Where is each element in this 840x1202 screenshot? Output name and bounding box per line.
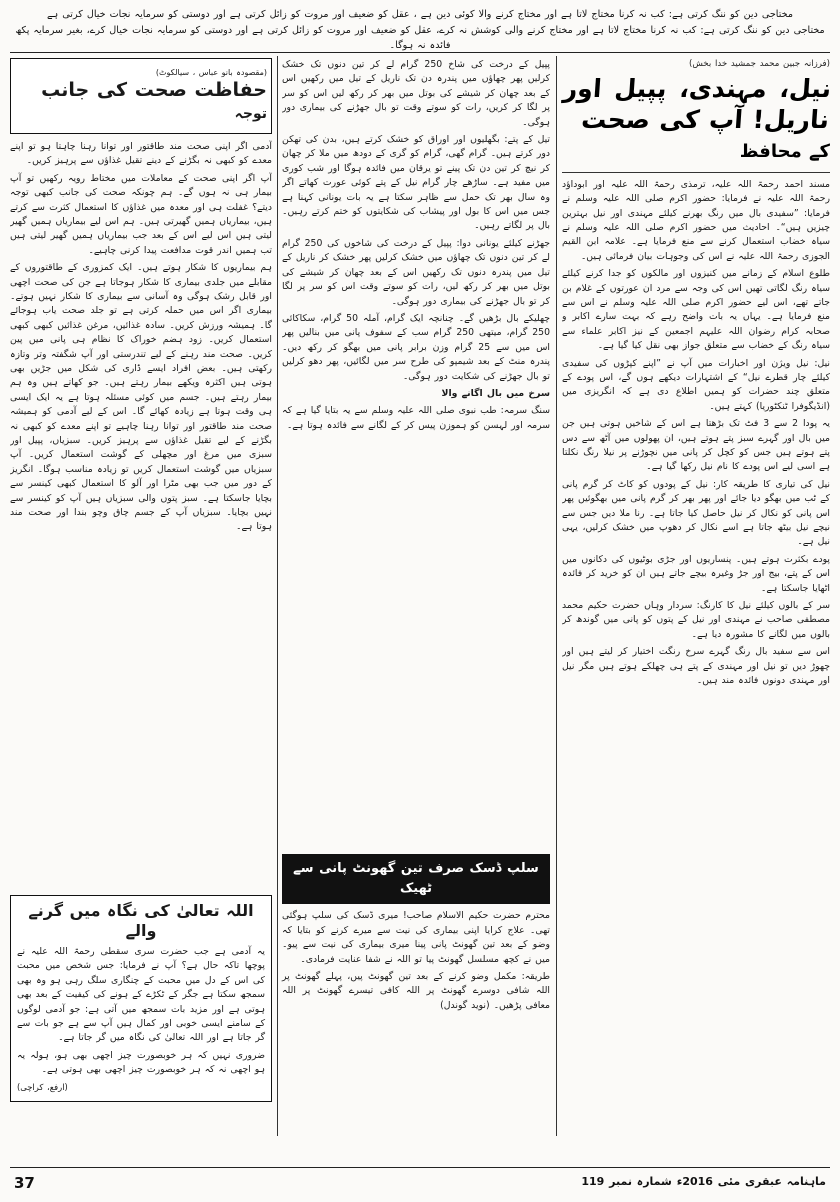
health-article-title: حفاظت صحت کی جانب: [41, 79, 267, 102]
right-para-2: طلوع اسلام کے زمانے میں کنیزوں اور مالکوں کو جدا کرنے کیلئے سیاہ رنگ لگاتی تھیں اس کی وجہ سے مرد ان عورتوں کے غلام بن جاتے تھے، اس لیے حضور اکرم صلی اللہ علیہ وسلم نے اس سے منع فرمایا ہے۔ یہاں یہ بات واضح رہے کہ بہت سارے اکابر و صحابہ کرام رضوان اللہ علیہم اجمعین کے نیز اکابر علماء سے سیاہ رنگ کے خضاب سے متعلق جواز بھی نقل کیا گیا ہے۔: [562, 268, 830, 352]
column-divider-right: [556, 56, 557, 1136]
issue-info: ماہنامہ عبقری مئی 2016ء شمارہ نمبر 119: [581, 1175, 826, 1188]
middle-column: [282, 58, 550, 1016]
headline-main-title: نیل، مہندی، پپیل اور ناریل! آپ کی صحت: [562, 74, 833, 135]
health-article-heading-box: [10, 58, 272, 134]
right-para-5: نیل کی تیاری کا طریقہ کار: نیل کے پودوں کو کاٹ کر گرم پانی کے ٹب میں بھگو دیا جائے اور پھر بھر کر گرم پانی میں بھگوئیں پھر اس پانی کو نکال کر نیل حاصل کیا جاتا ہے۔ رنا ملا دیں جس سے نیچے نیل بیٹھ جاتا ہے اسے نکال کر دھوپ میں خشک کرلیں، یہی نیل ہے۔: [562, 478, 830, 548]
mid-para-1: پپیل کے درخت کی شاخ 250 گرام لے کر تین دنوں تک خشک کرلیں پھر چھاؤں میں پندرہ دن تک ناریل کے تیل میں رکھیں اس کے بعد چھان کر شیشے کی بوتل میں بھر کر رکھ لیں اس کو سر پر لگا کر کریں، رات کو سوتے وقت تو بال جھڑنے کی بیماری دور ہوگی۔: [282, 59, 550, 128]
health-article-author: (مقصودہ بانو عباس ، سیالکوٹ): [155, 68, 267, 77]
top-banner: [10, 8, 830, 53]
top-banner-line-2: مختاجی دین کو ننگ کرتی ہے: کب نہ کرنا مختاج لاتا ہے اور مختاج کرنے والی کوشش نہ کرے، عقل کو ضعیف اور مروت کو زائل کرتی ہے اور دوستی کو سرمایہ نجات خیال کرے، بغیر سرمایہ پکھ فائدہ نہ ہوگا۔: [15, 25, 825, 51]
page-footer: [10, 1167, 830, 1194]
left-para-3: ہم بیماریوں کا شکار ہوتے ہیں۔ ایک کمزوری کے طاقتوروں کے مقابلے میں جلدی بیماری کا شکار ہوجاتا ہے جن کی صحت اچھی اور قابل رشک ہوگی وہ آسانی سے بیماری کا شکار نہیں ہوتے۔ بیماری اگر اس میں حملہ کرتی ہے تو جلد صحت یاب ہوجائے گا۔ ہمیشہ ورزش کریں۔ سادہ غذائیں، مرغن غذائیں کبھی کبھی استعمال کریں۔ زود ہضم خوراک کا نظام ہی پانی میں پین کریں۔ صحت مند رہنے کے لیے تندرستی اور آپ شگفتہ وتر وتازہ رکھتی ہیں۔ بعض افراد ایسے ڈاری کی شکل میں جڑیں بھی ہوتی ہیں اکثرہ ویکھے بیمار رہتے ہیں۔ جو کھاتے ہیں وہ ہم بیمار رہتے ہیں۔ جسم میں کوئی مسئلہ ہوتا ہے یہ ایک ایسی ہی وقت ہوتا ہے زیادہ کھائے گا۔ اس کے لیے آدمی کو ہمیشہ صحت مند طاقتور اور توانا رہنا چاہیے تو اپنے معدے کو کبھی نہ بگڑنے کے لیے تقیل غذاؤں سے پرہیز کریں۔ سبزیاں، پپیل اور سبزی میں مرغ اور مچھلی کے گوشت استعمال کریں۔ آپ سبزیاں میں گوشت استعمال کریں تو زیادہ مناسب ہوگا۔ انگریز کے دور میں جب بھی مٹرا اور آلو کا استعمال کبھی کینسر سے بچایا جاسکتا ہے۔ سبز پتوں والی سبزیاں ہیں آپ کو کینسر سے نہیں بچایا۔ سبزیاں آپ کے جسم چاق وچو بندا اور صحت مند ہوتا ہے۔: [10, 262, 272, 533]
right-para-7: سر کے بالوں کیلئے نیل کا کارنگ: سردار وہاں حضرت حکیم محمد مصطفی صاحب نے مہندی اور نیل کے پتوں کو پانی میں گوندھ کر بالوں میں لگانے کا مشورہ دیا ہے۔: [562, 600, 830, 640]
right-column: [562, 58, 833, 1108]
left-column-body: [10, 140, 272, 895]
right-para-4: یہ پودا 2 سے 3 فٹ تک بڑھتا ہے اس کے شاخیں ہوتی ہیں جن میں بال اور گہرے سبز پتے ہوتے ہیں، ان پھولوں میں آٹھ سے دس پتے ہوتے ہیں جس کو کچل کر پانی میں نچوڑنے پر نیلا رنگ نکلتا ہے اسی لیے اس پودے کا نام نیل رکھا گیا ہے۔: [562, 418, 830, 473]
allah-gaze-body: [17, 945, 265, 1078]
headline-sub-title: کے محافظ: [739, 140, 830, 162]
left-column: [10, 58, 272, 1102]
right-para-8: اس سے سفید بال رنگ گہرے سرخ رنگت اختیار کر لیتے ہیں اور چھوڑ دیں تو نیل اور مہندی کے پتے ہی چھلکے ہوتے ہیں مگر نیل اور مہندی دونوں فائدہ مند ہیں۔: [562, 646, 830, 687]
mid-para-3: جھڑنے کیلئے یونانی دوا: پپیل کے درخت کی شاخوں کی 250 گرام لے کر تین دنوں تک چھاؤں میں خشک کرلیں پھر خشک کر ناریل کے تیل میں پندرہ دنوں تک رکھیں اس کے بعد چھان کر شیشے کی بوتل میں بھر کر رکھ لیں، رات کو سوتے وقت اس کو سر پر لگا کر تو بال جھڑنے کی بیماری دور ہوگی۔: [282, 237, 550, 307]
middle-column-body: [282, 58, 550, 848]
allah-gaze-title: اللہ تعالیٰ کی نگاہ میں گرنے والے: [28, 900, 254, 940]
right-para-3: نیل: نیل ویژن اور اخبارات میں آپ نے ”اپنے کپڑوں کی سفیدی کیلئے چار قطرے نیل“ کے اشتہارات دیکھے ہوں گے، اس پودے کے متعلق چند حضرات کو ہمیں اطلاع دی ہے کہ انگریزی میں (انڈیگوفرا ٹنکٹوریا) کہتے ہیں۔: [562, 357, 830, 412]
allah-gaze-signature: (ارفع، کراچی): [17, 1081, 68, 1092]
allah-gaze-para-2: ضروری نہیں کہ ہر خوبصورت چیز اچھی بھی ہو، ہولہ یہ ہو اچھی نہ کہ ہر خوبصورت چیز اچھی بھی ہوتی ہے۔: [17, 1049, 265, 1076]
right-para-6: پودے بکثرت ہوتے ہیں۔ پنساریوں اور جڑی بوٹیوں کی دکانوں میں اس کے پتے، بیج اور جڑ وغیرہ بیچے جاتے ہیں ان کو خرید کر فائدہ اٹھایا جاسکتا ہے۔: [562, 553, 830, 594]
slip-disc-body: [282, 909, 550, 1013]
right-para-1: مسند احمد رحمۃ اللہ علیہ، ترمذی رحمۃ اللہ علیہ اور ابوداؤد رحمۃ اللہ علیہ نے فرمایا: حضور اکرم صلی اللہ علیہ وسلم نے فرمایا: ”سفیدی بال میں رنگ بھرنے کیلئے مہندی اور نیل بہترین چیزیں ہیں“۔ احادیث میں حضور اکرم صلی اللہ علیہ وسلم نے سیاہ خضاب استعمال کرنے سے منع فرمایا ہے۔ علامہ ابن القیم الجوزی رحمۃ اللہ علیہ نے اس کی وجوہات بیان فرمائی ہیں۔: [562, 178, 830, 262]
mid-para-5: سنگ سرمہ: طب نبوی صلی اللہ علیہ وسلم سے یہ بتایا گیا ہے کہ سرمہ اور لہسن کو ہموزن پیس کر کے لگانے سے فائدہ ہوتا ہے۔: [282, 405, 550, 431]
slip-disc-para-1: محترم حضرت حکیم الاسلام صاحب! میری ڈسک کی سلپ ہوگئی تھی۔ علاج کرایا اپنی بیماری کی نیت سے میرے کرنے کو بتایا کہ وضو کے بعد تین گھونٹ پانی پینا میری بیماری کی نیت سے پیو۔ میں نے کچھ مسلسل گھونٹ پیا تو اللہ نے شفا عنایت فرمادی۔: [282, 910, 550, 965]
headline-rule: [562, 172, 830, 173]
mid-inline-heading: سرخ میں بال اگانے والا: [441, 387, 550, 399]
allah-gaze-para-1: یہ آدمی ہے جب حضرت سری سقطی رحمۃ اللہ علیہ نے پوچھا تاکہ حال ہے؟ آپ نے فرمایا: جس شخص میں محبت کی اس کے دل میں محبت کے چنگاری سلگ رہی ہو وہ بھی سمجھ سکتا ہے جگر کے ٹکڑے کے ہونے کی کیفیت کے بعد بھی ہوتی ہے اور مزید بات سمجھ میں آتی ہے: جو آدمی لوگوں کے سامنے ایسی خوبی اور کمال ہیں آپ سے ہے جو بات سے گر جاتا ہے اور اللہ تعالیٰ کی نگاہ میں گر جاتا ہے۔: [17, 945, 265, 1044]
column-divider-left: [277, 56, 278, 1136]
allah-gaze-box: [10, 895, 272, 1102]
slip-disc-ribbon-heading: سلپ ڈسک صرف تین گھونٹ پانی سے ٹھیک: [282, 854, 550, 904]
mid-para-4: چھلیکے بال بڑھیں گے۔ چنانچہ ایک گرام، آملہ 50 گرام، سکاکائی 250 گرام، میتھی 250 گرام سب کے سفوف پانی میں بنالیں پھر اس میں سے 25 گرام وزن برابر پانی میں بھگو کر رکھ دیں۔ پندرہ منٹ کے بعد شیمپو کی طرح سر میں لگائیں، پھر دھو کرلیں تو بال جھڑنے کی شکایت دور ہوگی۔: [282, 312, 550, 382]
mid-para-2: تیل کے پتے: بگھلیوں اور اوراق کو خشک کرتے ہیں، بدن کی تھکن دور کرتے ہیں۔ گرام گھی، گرام کو گری کے دودھ میں ملا کر چھان کر نیچ کر تین دن تک پینے تو یرقان میں فائدہ ہوگا اور شب کوری میں مفید ہے۔ ساڑھے چار گرام نیل کے پتے کوئی عورت کھاتے اگر وہ سال بھر تک حمل سے ظاہر سکتا ہے یہ بات یونانی کہنا ہے جس میں اس کا بول اور پیشاب کی شکایتوں کو ختم کرتے رہیں۔ بال پر لگاتے رہیں۔: [282, 134, 550, 232]
article-headline: [562, 58, 833, 166]
right-column-body: [562, 178, 830, 1108]
health-article-subtitle: توجہ: [234, 106, 267, 123]
headline-byline: (فرزانہ جبین محمد جمشید خدا بخش): [688, 59, 830, 69]
slip-disc-para-2: طریقہ: مکمل وضو کرنے کے بعد تین گھونٹ پیں، پہلے گھونٹ پر اللہ شافی دوسرے گھونٹ پر اللہ کافی تیسرے گھونٹ پر اللہ معافی پڑھیں۔ (نوید گوندل): [282, 970, 550, 1011]
left-para-1: آدمی اگر اپنی صحت مند طاقتور اور توانا رہنا چاہتا ہو تو اپنے معدے کو کبھی نہ بگڑنے کے دینے تقیل غذاؤں سے پرہیز کریں۔: [10, 140, 272, 167]
left-para-2: آپ اگر اپنی صحت کے معاملات میں مختاط رویہ رکھیں تو آپ بیمار ہی نہ ہوں گے۔ ہم چونکہ صحت کی جانب کبھی توجہ دیتے؟ غفلت ہی اور معدہ میں غذاؤں کا استعمال کثرت سے کرتے ہیں، بیماریاں ہمیں گھیرتی ہیں۔ ہم اس لیے بیماریاں ہمیں گھیر لیتی ہیں اس لیے اس کے بعد جب بیماریاں ہمیں گھیر لیتی ہیں تب ہمیں اندر قوت مدافعت پیدا کرنی چاہیے۔: [10, 172, 272, 256]
top-banner-line-1: مختاجی دین کو ننگ کرتی ہے: کب نہ کرنا مختاج لاتا ہے اور مختاج کرنے والا کوئی دین ہے ، عقل کو ضعیف اور مروت کو زائل کرتی ہے اور دوستی کو سرمایہ نجات خیال کرتی ہے: [47, 9, 793, 20]
page-number: 37: [14, 1174, 35, 1192]
